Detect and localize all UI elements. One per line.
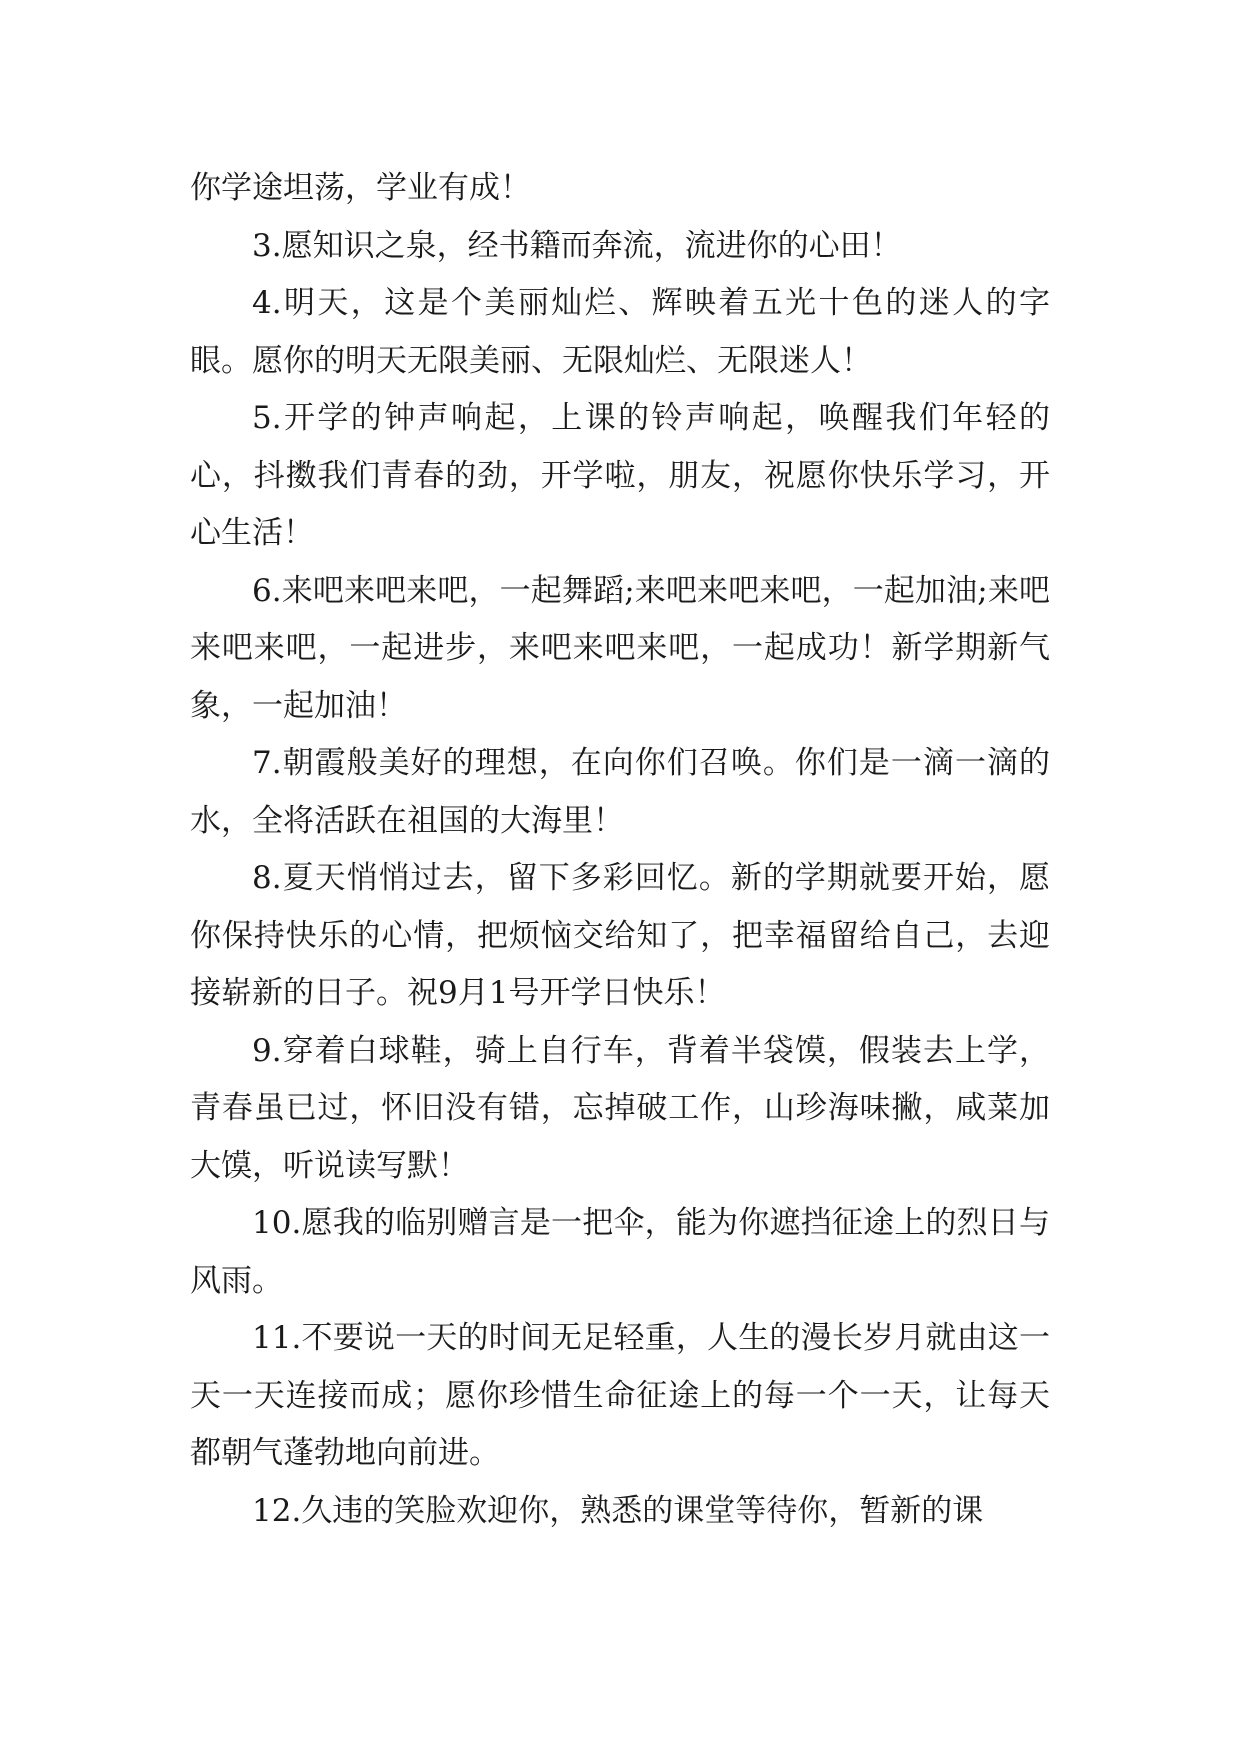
paragraph-1: 3.愿知识之泉，经书籍而奔流，流进你的心田！ — [252, 227, 902, 264]
paragraph-10: 12.久违的笑脸欢迎你，熟悉的课堂等待你，暂新的课 — [252, 1492, 984, 1529]
paragraph-6: 8.夏天悄悄过去，留下多彩回忆。新的学期就要开始，愿你保持快乐的心情，把烦恼交给知了，把幸福留给自己，去迎接崭新的日子。祝9月1号开学日快乐！ — [190, 860, 1050, 1011]
paragraph-8: 10.愿我的临别赠言是一把伞，能为你遮挡征途上的烈日与风雨。 — [190, 1205, 1050, 1299]
paragraph-5: 7.朝霞般美好的理想，在向你们召唤。你们是一滴一滴的水，全将活跃在祖国的大海里！ — [190, 745, 1050, 839]
paragraph-4: 6.来吧来吧来吧，一起舞蹈;来吧来吧来吧，一起加油;来吧来吧来吧，一起进步，来吧来吧来吧，一起成功！新学期新气象，一起加油！ — [190, 572, 1050, 724]
document-body — [190, 160, 1050, 1540]
paragraph-9: 11.不要说一天的时间无足轻重，人生的漫长岁月就由这一天一天连接而成；愿你珍惜生命征途上的每一个一天，让每天都朝气蓬勃地向前进。 — [190, 1320, 1050, 1471]
paragraph-0: 你学途坦荡，学业有成！ — [190, 170, 531, 206]
paragraph-7: 9.穿着白球鞋，骑上自行车，背着半袋馍，假装去上学，青春虽已过，怀旧没有错，忘掉破工作，山珍海味撇，咸菜加大馍，听说读写默！ — [190, 1032, 1050, 1184]
paragraph-3: 5.开学的钟声响起，上课的铃声响起，唤醒我们年轻的心，抖擞我们青春的劲，开学啦，朋友，祝愿你快乐学习，开心生活！ — [190, 400, 1050, 551]
paragraph-2: 4.明天，这是个美丽灿烂、辉映着五光十色的迷人的字眼。愿你的明天无限美丽、无限灿烂、无限迷人！ — [190, 285, 1050, 379]
